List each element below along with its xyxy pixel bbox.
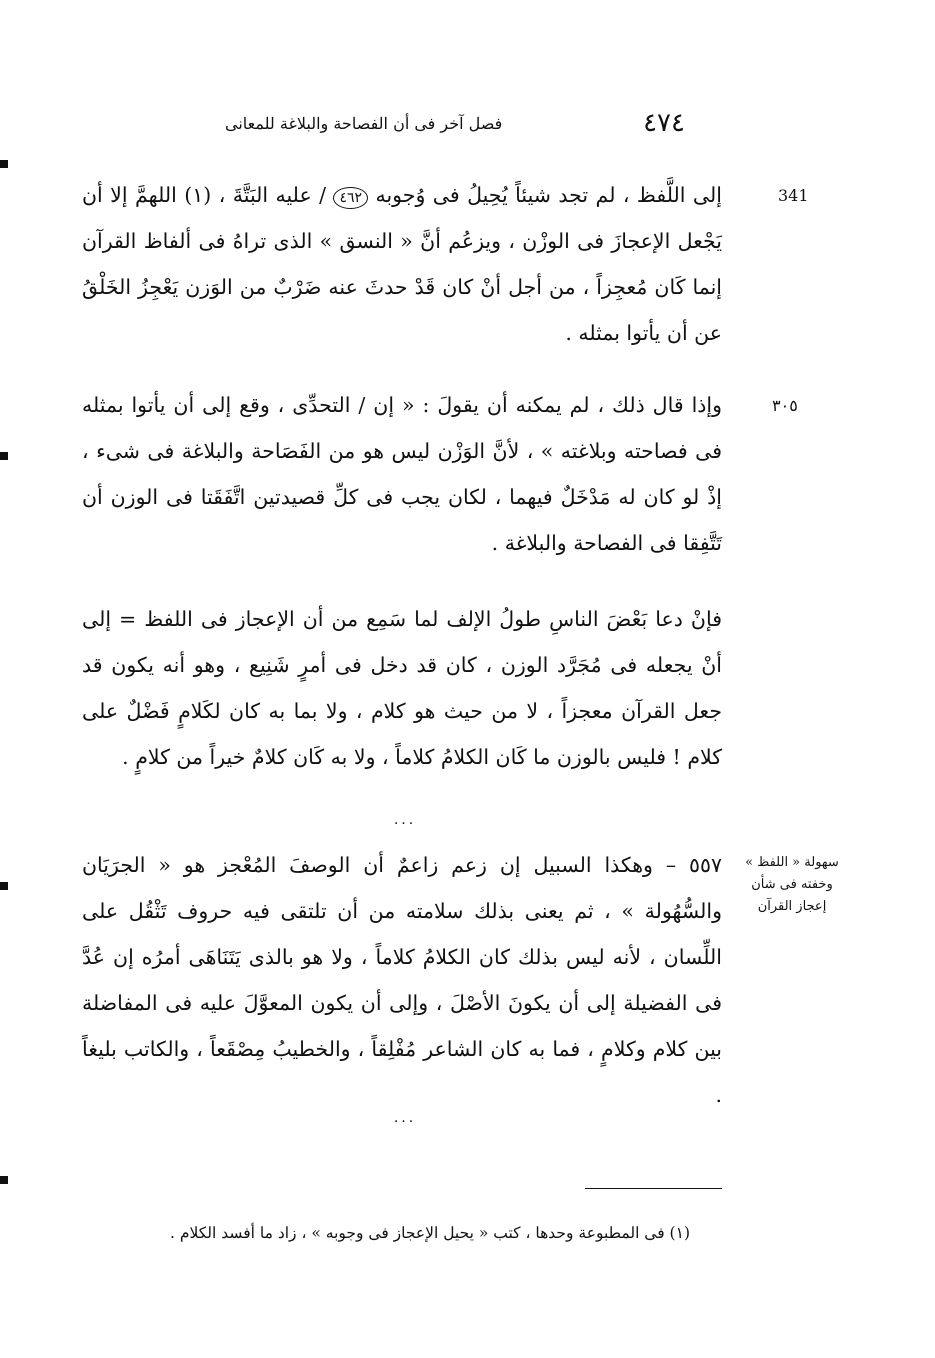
section-ornament-2: ... bbox=[393, 1110, 417, 1126]
paragraph-1 bbox=[82, 172, 722, 356]
page-header bbox=[225, 108, 685, 140]
footnote-rule bbox=[585, 1188, 722, 1189]
page-number: ٤٧٤ bbox=[643, 108, 685, 138]
section-ornament-1: ... bbox=[393, 812, 417, 828]
manuscript-page-mark: ٤٦٢ bbox=[333, 187, 368, 209]
paragraph-3: فإنْ دعا بَعْضَ الناسِ طولُ الإلف لما سَمِع من أن الإعجاز فى اللفظ = إلى أنْ يجعله فى مُجَرَّد الوزن ، كان قد دخل فى أمرٍ شَنِيع ، وهو أنه يكون قد جعل القرآن معجزاً ، لا من حيث هو كلام ، ولا بما به كان لكَلامٍ فَضْلٌ على كلام ! فليس بالوزن ما كَان الكلامُ كلاماً ، ولا به كَان كلامٌ خيراً من كلامٍ . bbox=[82, 607, 722, 769]
edge-mark bbox=[0, 160, 8, 168]
edge-mark bbox=[0, 882, 8, 890]
running-title: فصل آخر فى أن الفصاحة والبلاغة للمعانى bbox=[225, 114, 503, 133]
paragraph-1-text-after: / عليه البَتَّةَ ، (١) اللهمَّ إلا أن يَجْعل الإعجازَ فى الوزْن ، ويزعُم أنَّ « النسق » الذى تراهُ فى ألفاظ القرآن إنما كَان مُعجِزاً ، من أجل أنْ كان قَدْ حدثَ عنه ضَرْبٌ من الوَزن يَعْجِزُ الخَلْقُ عن أن يأتوا بمثله . bbox=[82, 183, 722, 345]
margin-number-manuscript: 341 bbox=[778, 186, 809, 205]
paragraph-2: وإذا قال ذلك ، لم يمكنه أن يقولَ : « إن / التحدِّى ، وقع إلى أن يأتوا بمثله فى فصاحته وبلاغته » ، لأنَّ الوَزْن ليس هو من الفَصَاحة والبلاغة فى شىء ، إذْ لو كان له مَدْخَلٌ فيهما ، لكان يجب فى كلِّ قصيدتين اتَّفَقَتا فى الوزن أن تَتَّفِقا فى الفصاحة والبلاغة . bbox=[82, 393, 722, 555]
paragraph-4: ٥٥٧ – وهكذا السبيل إن زعم زاعمٌ أن الوصفَ المُعْجز هو « الجرَيَان والسُّهُولة » ، ثم يعنى بذلك سلامته من أن تلتقى فيه حروف تَثْقُل على اللِّسان ، لأنه ليس بذلك كان الكلامُ كلاماً ، ولا هو بالذى يَتَنَاهَى أمرُه إن عُدَّ فى الفضيلة إلى أن يكونَ الأصْلَ ، وإلى أن يكون المعوَّلَ عليه فى المفاضلة بين كلام وكلامٍ ، فما به كان الشاعر مُفْلِقاً ، والخطيبُ مِصْقَعاً ، والكاتب بليغاً . bbox=[82, 853, 722, 1107]
margin-note: سهولة « اللفظ » وخفته فى شأن إعجاز القرآن bbox=[745, 855, 839, 914]
edge-mark bbox=[0, 1176, 8, 1184]
edge-mark bbox=[0, 452, 8, 460]
margin-number-edition: ٣٠٥ bbox=[772, 396, 798, 415]
footnote: (١) فى المطبوعة وحدها ، كتب « يحيل الإعجاز فى وجوبه » ، زاد ما أفسد الكلام . bbox=[170, 1224, 690, 1242]
paragraph-1-text-before: إلى اللَّفظ ، لم تجد شيئاً يُحِيلُ فى وُجوبه bbox=[375, 183, 722, 207]
